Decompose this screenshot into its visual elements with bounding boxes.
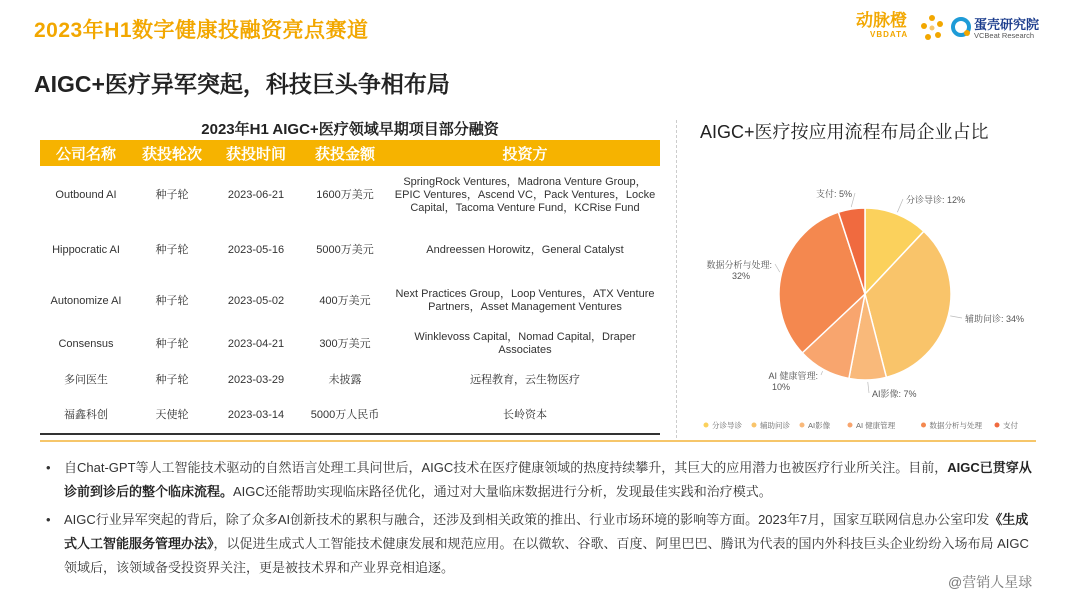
table-row — [40, 326, 660, 362]
cell-date: 2023-04-21 — [227, 337, 285, 350]
cell-amount: 未披露 — [328, 373, 362, 386]
bullet-text: ，以促进生成式人工智能技术健康发展和规范应用。在以微软、谷歌、百度、阿里巴巴、腾讯为代表的国内外科技巨头企业纷纷入场布局 AIGC 领域后，该领域备受投资界关注，更是被技术界和产业界竞相追逐。 — [64, 536, 1029, 575]
cell-company: 福鑫科创 — [40, 398, 132, 434]
cell-amount: 5000万美元 — [316, 243, 374, 256]
pie-leader-line — [897, 199, 903, 212]
legend-swatch-支付 — [995, 423, 1000, 428]
cell-date: 2023-05-16 — [227, 243, 285, 256]
bullet-list — [44, 456, 1039, 584]
table-row — [40, 398, 660, 434]
legend-swatch-分诊导诊 — [704, 423, 709, 428]
cell-amount: 1600万美元 — [316, 188, 374, 201]
pie-leader-line — [821, 371, 823, 375]
legend-swatch-ai影像 — [800, 423, 805, 428]
pie-data-label: 支付: 5% — [815, 189, 852, 199]
table-title: 2023年H1 AIGC+医疗领域早期项目部分融资 — [201, 121, 499, 138]
bullet-highlight: 《生成式人工智能服务管理办法》 — [64, 512, 1029, 551]
vbdata-logo-cn: 动脉橙 — [856, 11, 907, 30]
pie-leader-line — [775, 264, 780, 272]
section-divider — [40, 440, 1036, 442]
cell-investors: SpringRock Ventures，Madrona Venture Group，EPIC Ventures，Ascend VC，Pack Ventures，Locke Capital，Tacoma Venture Fund，KCRise Fund — [394, 175, 656, 214]
bullet-text: 自Chat-GPT等人工智能技术驱动的自然语言处理工具问世后，AIGC技术在医疗健康领域的热度持续攀升，其巨大的应用潜力也被医疗行业所关注。目前， — [64, 460, 948, 475]
pie-leader-line — [868, 382, 869, 393]
legend-label: 数据分析与处理 — [929, 421, 982, 430]
legend-label: 辅助问诊 — [760, 421, 790, 430]
col-header-investors: 投资方 — [390, 140, 660, 166]
legend-swatch-辅助问诊 — [752, 423, 757, 428]
cell-company: Hippocratic AI — [52, 243, 120, 256]
table-row — [40, 362, 660, 398]
table-row — [40, 276, 660, 326]
bullet-highlight: AIGC已贯穿从诊前到诊后的整个临床流程。 — [64, 460, 1032, 499]
cell-round: 种子轮 — [155, 243, 189, 256]
cell-round: 种子轮 — [155, 373, 189, 386]
financing-table — [40, 140, 660, 435]
vcbeat-mark-icon — [950, 16, 972, 38]
pie-data-label: AI影像: 7% — [872, 389, 917, 399]
cell-amount: 400万美元 — [319, 294, 371, 307]
pie-leader-line — [950, 316, 962, 318]
vcbeat-logo-en: VCBeat Research — [974, 31, 1035, 40]
legend-label: AI影像 — [808, 421, 831, 430]
vcbeat-logo-cn: 蛋壳研究院 — [974, 17, 1040, 32]
bullet-text: AIGC还能帮助实现临床路径优化，通过对大量临床数据进行分析，发现最佳实践和治疗模式。 — [233, 484, 772, 499]
header-title: 2023年H1数字健康投融资亮点赛道 — [34, 19, 369, 42]
bullet-item — [44, 456, 1039, 504]
vertical-divider — [676, 120, 677, 438]
cell-company: Consensus — [58, 337, 114, 350]
cell-company: Autonomize AI — [50, 294, 122, 307]
cell-amount: 300万美元 — [319, 337, 371, 350]
cell-round: 种子轮 — [155, 188, 189, 201]
cell-date: 2023-03-29 — [227, 373, 285, 386]
cell-investors: Next Practices Group，Loop Ventures，ATX Venture Partners，Asset Management Ventures — [395, 288, 655, 313]
col-header-company: 公司名称 — [40, 140, 132, 166]
legend-label: 支付 — [1003, 421, 1018, 430]
chart-title: AIGC+医疗按应用流程布局企业占比 — [700, 122, 989, 142]
table-header-row — [40, 140, 660, 166]
vcbeat-logo — [950, 14, 1060, 44]
col-header-round: 获投轮次 — [132, 140, 212, 166]
cell-round: 种子轮 — [155, 337, 189, 350]
page-subtitle: AIGC+医疗异军突起，科技巨头争相布局 — [34, 71, 450, 97]
pie-data-label: 数据分析与处理: 32% — [706, 260, 772, 281]
cell-date: 2023-06-21 — [227, 188, 285, 201]
cell-investors: 长岭资本 — [390, 398, 660, 434]
legend-label: AI 健康管理 — [856, 421, 896, 430]
pie-data-label: 分诊导诊: 12% — [906, 195, 966, 205]
pie-data-label: AI 健康管理: 10% — [768, 371, 818, 392]
vbdata-logo — [856, 12, 946, 44]
vbdata-logo-en: VBDATA — [870, 30, 909, 39]
legend-label: 分诊导诊 — [712, 421, 742, 430]
table-row — [40, 166, 660, 224]
vbdata-mark-icon — [920, 14, 944, 42]
cell-investors: Winklevoss Capital，Nomad Capital，Draper Associates — [414, 331, 636, 356]
bullet-item — [44, 508, 1039, 580]
cell-investors: Andreessen Horowitz，General Catalyst — [426, 243, 624, 256]
pie-data-label: 辅助问诊: 34% — [965, 314, 1025, 324]
cell-company: Outbound AI — [55, 188, 117, 201]
cell-round: 种子轮 — [155, 294, 189, 307]
legend-swatch-数据分析与处理 — [921, 423, 926, 428]
cell-date: 2023-05-02 — [227, 294, 285, 307]
col-header-amount: 获投金额 — [300, 140, 390, 166]
cell-investors: 远程教育，云生物医疗 — [470, 373, 580, 386]
pie-chart — [680, 140, 1060, 438]
cell-date: 2023-03-14 — [212, 398, 300, 434]
col-header-date: 获投时间 — [212, 140, 300, 166]
cell-amount: 5000万人民币 — [300, 398, 390, 434]
cell-round: 天使轮 — [132, 398, 212, 434]
legend-swatch-ai-健康管理 — [848, 423, 853, 428]
table-row — [40, 224, 660, 276]
cell-company: 多问医生 — [64, 373, 108, 386]
bullet-text: AIGC行业异军突起的背后，除了众多AI创新技术的累积与融合，还涉及到相关政策的推出、行业市场环境的影响等方面。2023年7月，国家互联网信息办公室印发 — [64, 512, 990, 527]
watermark: @营销人星球 — [948, 574, 1033, 590]
